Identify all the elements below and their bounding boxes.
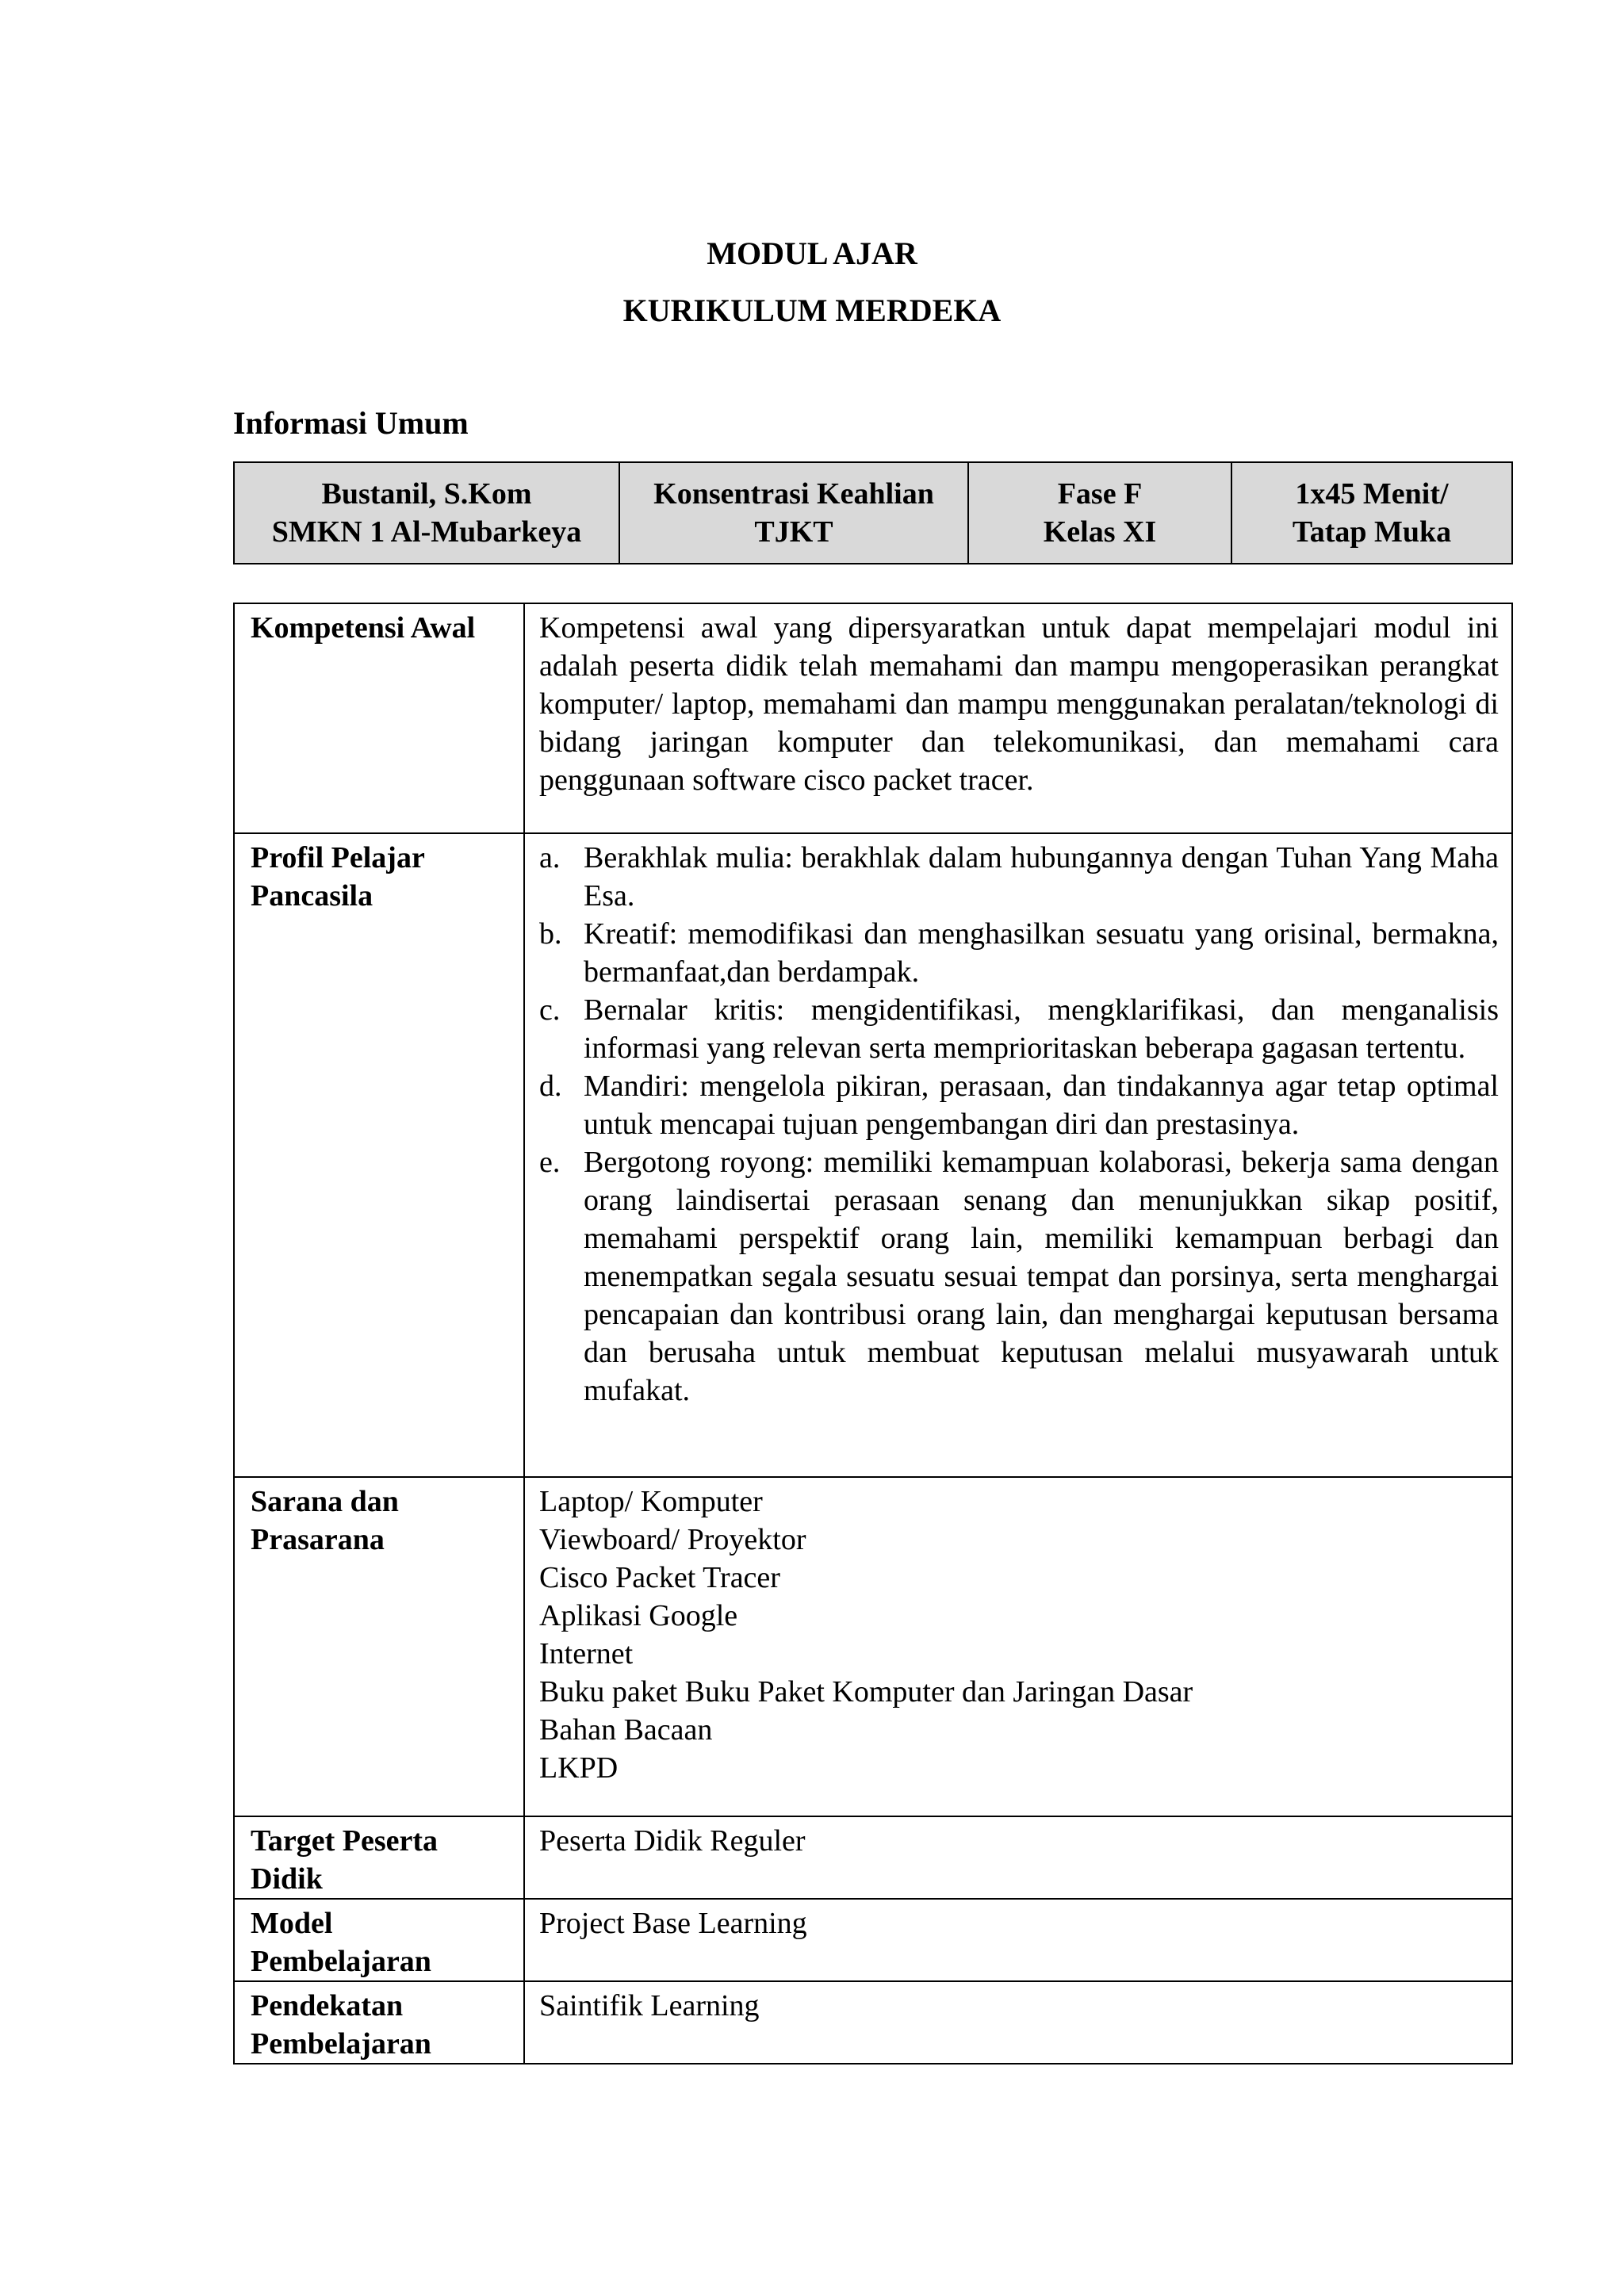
header-cell-durasi <box>1231 462 1512 564</box>
row-sarana <box>234 1477 1512 1816</box>
list-marker: e. <box>539 1146 561 1179</box>
sarana-item: Aplikasi Google <box>539 1599 738 1632</box>
document-subtitle: KURIKULUM MERDEKA <box>622 293 1002 328</box>
konsentrasi-value: TJKT <box>754 515 833 549</box>
row-target <box>234 1816 1512 1899</box>
profil-pelajar-label <box>234 833 524 1477</box>
pendekatan-value: Saintifik Learning <box>524 1981 1512 2064</box>
header-cell-teacher <box>234 462 619 564</box>
list-item <box>539 991 1499 1067</box>
list-marker: b. <box>539 917 562 951</box>
list-item-text: Berakhlak mulia: berakhlak dalam hubungannya dengan Tuhan Yang Maha Esa. <box>584 841 1499 913</box>
list-marker: a. <box>539 841 561 874</box>
target-value: Peserta Didik Reguler <box>524 1816 1512 1899</box>
sarana-list <box>524 1477 1512 1816</box>
section-heading: Informasi Umum <box>233 405 469 441</box>
list-item <box>539 1067 1499 1143</box>
sarana-label-line2: Prasarana <box>251 1523 385 1556</box>
row-pendekatan <box>234 1981 1512 2064</box>
list-item <box>539 915 1499 991</box>
list-item-text: Bernalar kritis: mengidentifikasi, mengklarifikasi, dan menganalisis informasi yang relevan serta memprioritaskan beberapa gagasan tertentu. <box>584 993 1499 1065</box>
header-cell-fase <box>968 462 1231 564</box>
profil-pelajar-list-cell <box>524 833 1512 1477</box>
header-row <box>234 462 1512 564</box>
sarana-item: Buku paket Buku Paket Komputer dan Jaringan Dasar <box>539 1675 1193 1709</box>
pendekatan-label-line2: Pembelajaran <box>251 2027 431 2061</box>
kelas-value: Kelas XI <box>1043 515 1157 549</box>
list-item <box>539 1143 1499 1410</box>
list-item-text: Mandiri: mengelola pikiran, perasaan, dan tindakannya agar tetap optimal untuk mencapai tujuan pengembangan diri dan prestasinya. <box>584 1070 1499 1141</box>
document-title: MODUL AJAR <box>707 235 917 271</box>
teacher-name: Bustanil, S.Kom <box>321 477 532 511</box>
list-marker: c. <box>539 993 561 1027</box>
school-name: SMKN 1 Al-Mubarkeya <box>271 515 582 549</box>
fase-value: Fase F <box>1057 477 1143 511</box>
profil-pelajar-label-line1: Profil Pelajar <box>251 841 425 874</box>
sarana-item: Laptop/ Komputer <box>539 1485 763 1518</box>
mode-value: Tatap Muka <box>1292 515 1452 549</box>
pendekatan-label <box>234 1981 524 2064</box>
list-item <box>539 839 1499 915</box>
model-value: Project Base Learning <box>524 1899 1512 1981</box>
target-label-line2: Didik <box>251 1862 323 1896</box>
sarana-item: Viewboard/ Proyektor <box>539 1523 806 1556</box>
sarana-label-line1: Sarana dan <box>251 1485 399 1518</box>
target-label <box>234 1816 524 1899</box>
konsentrasi-label: Konsentrasi Keahlian <box>653 477 934 511</box>
row-model <box>234 1899 1512 1981</box>
model-label-line2: Pembelajaran <box>251 1945 431 1978</box>
list-item-text: Kreatif: memodifikasi dan menghasilkan sesuatu yang orisinal, bermakna, bermanfaat,dan berdampak. <box>584 917 1499 989</box>
row-kompetensi-awal <box>234 603 1512 833</box>
list-item-text: Bergotong royong: memiliki kemampuan kolaborasi, bekerja sama dengan orang laindisertai perasaan senang dan menunjukkan sikap positif, memahami perspektif orang lain, memiliki kemampuan berbagi dan menempatkan segala sesuatu sesuai tempat dan porsinya, serta menghargai pencapaian dan kontribusi orang lain, dan menghargai keputusan bersama dan berusaha untuk membuat keputusan melalui musyawarah untuk mufakat. <box>584 1146 1499 1407</box>
row-profil-pelajar <box>234 833 1512 1477</box>
target-label-line1: Target Peserta <box>251 1824 438 1858</box>
pendekatan-label-line1: Pendekatan <box>251 1989 404 2022</box>
header-table <box>233 461 1513 564</box>
list-marker: d. <box>539 1070 562 1103</box>
kompetensi-awal-text: Kompetensi awal yang dipersyaratkan untuk dapat mempelajari modul ini adalah peserta didik telah memahami dan mampu mengoperasikan perangkat komputer/ laptop, memahami dan mampu menggunakan peralatan/teknologi di bidang jaringan komputer dan telekomunikasi, dan memahami cara penggunaan software cisco packet tracer. <box>524 603 1512 833</box>
info-table <box>233 603 1513 2064</box>
sarana-item: LKPD <box>539 1751 619 1785</box>
sarana-label <box>234 1477 524 1816</box>
sarana-item: Cisco Packet Tracer <box>539 1561 780 1594</box>
profil-pelajar-list <box>539 839 1499 1410</box>
sarana-item: Internet <box>539 1637 634 1670</box>
model-label <box>234 1899 524 1981</box>
model-label-line1: Model <box>251 1907 333 1940</box>
header-cell-konsentrasi <box>619 462 968 564</box>
profil-pelajar-label-line2: Pancasila <box>251 879 373 913</box>
durasi-value: 1x45 Menit/ <box>1295 477 1449 511</box>
sarana-item: Bahan Bacaan <box>539 1713 713 1747</box>
kompetensi-awal-label: Kompetensi Awal <box>234 603 524 833</box>
